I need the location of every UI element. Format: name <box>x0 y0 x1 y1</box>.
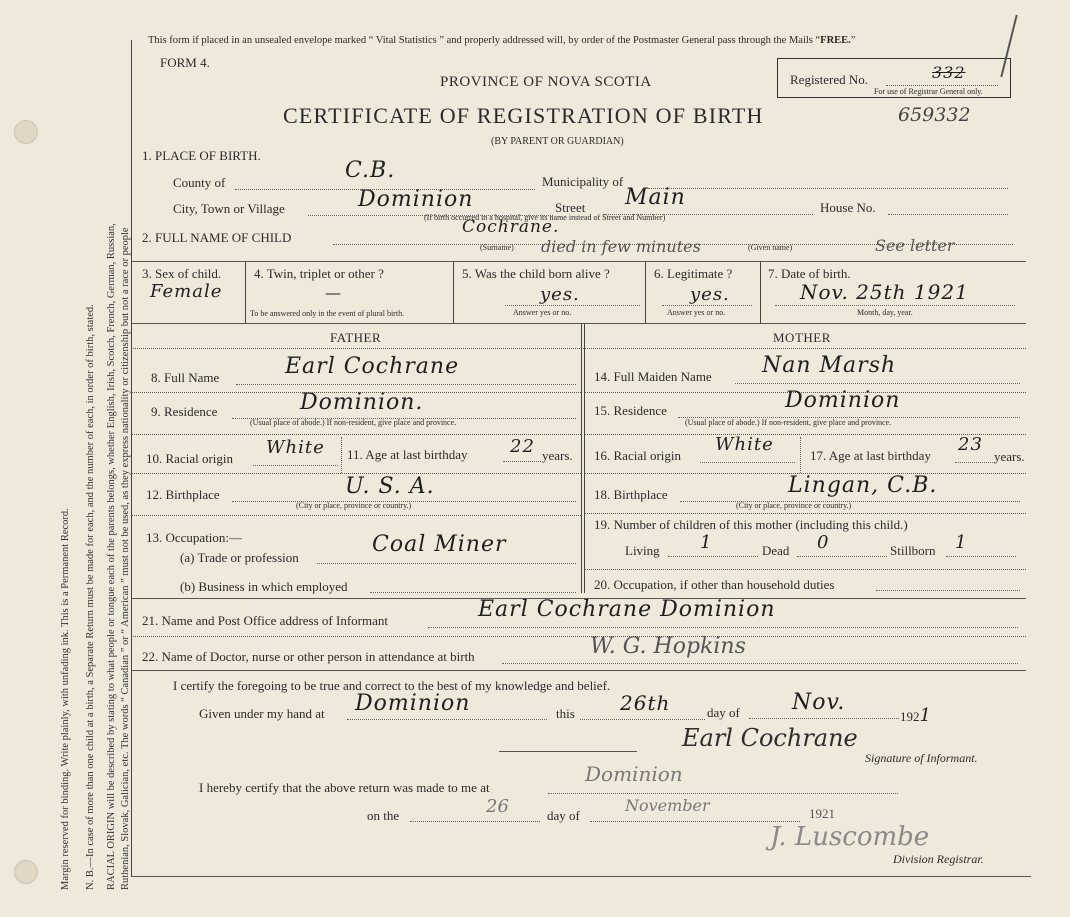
certificate-subtitle: (BY PARENT OR GUARDIAN) <box>491 136 624 147</box>
father-trade-value: Coal Miner <box>372 532 507 557</box>
county-value: C.B. <box>345 158 396 183</box>
father-occupation-label: 13. Occupation:— <box>146 530 243 545</box>
informant-signature: Earl Cochrane <box>682 724 858 752</box>
father-racial-origin-label: 10. Racial origin <box>146 451 234 466</box>
dead-label: Dead <box>762 543 790 558</box>
mother-age-years: years. <box>994 449 1025 464</box>
mother-name-label: 14. Full Maiden Name <box>594 369 712 384</box>
father-birthplace-value: U. S. A. <box>345 474 435 499</box>
born-alive-label: 5. Was the child born alive ? <box>462 266 610 281</box>
certificate-title: CERTIFICATE OF REGISTRATION OF BIRTH <box>283 103 764 128</box>
mother-birthplace-value: Lingan, C.B. <box>788 473 938 498</box>
mother-age-label: 17. Age at last birthday <box>810 448 931 463</box>
twin-label: 4. Twin, triplet or other ? <box>254 266 384 281</box>
place-of-birth-label: 1. PLACE OF BIRTH. <box>142 148 261 163</box>
given-under-hand-label: Given under my hand at <box>199 706 325 721</box>
stillborn-value: 1 <box>955 532 968 553</box>
mother-residence-caption: (Usual place of abode.) If non-resident, give place and province. <box>685 418 892 427</box>
binding-hole-top <box>14 120 38 144</box>
father-residence-label: 9. Residence <box>151 404 218 419</box>
legitimate-label: 6. Legitimate ? <box>654 266 733 281</box>
twin-value: — <box>325 283 342 302</box>
city-value: Dominion <box>358 187 474 212</box>
municipality-label: Municipality of <box>542 174 624 189</box>
city-label: City, Town or Village <box>173 201 285 216</box>
registered-box <box>777 58 1011 98</box>
father-birthplace-caption: (City or place, province or country.) <box>296 501 412 510</box>
street-value: Main <box>625 185 686 210</box>
father-racial-origin-value: White <box>266 437 325 458</box>
stillborn-label: Stillborn <box>890 543 936 558</box>
mother-name-value: Nan Marsh <box>762 353 897 378</box>
registered-label: Registered No. <box>790 72 868 87</box>
street-label: Street <box>555 200 586 215</box>
mother-racial-origin-value: White <box>715 434 774 455</box>
registrar-month-value: November <box>625 796 710 815</box>
given-year: 1921 <box>900 705 932 726</box>
born-alive-caption: Answer yes or no. <box>513 308 572 317</box>
given-place-value: Dominion <box>355 691 471 716</box>
father-name-label: 8. Full Name <box>151 370 220 385</box>
this-label: this <box>556 706 575 721</box>
certify-statement: I certify the foregoing to be true and correct to the best of my knowledge and belief. <box>173 678 611 693</box>
registrar-signature-caption: Division Registrar. <box>893 852 984 866</box>
mother-age-value: 23 <box>958 434 983 455</box>
day-of-label: day of <box>707 705 740 720</box>
registrar-day-value: 26 <box>486 796 509 817</box>
left-frame-line <box>131 40 132 876</box>
mother-heading: MOTHER <box>773 330 831 345</box>
father-age-label: 11. Age at last birthday <box>347 447 468 462</box>
registration-number-handwritten: 659332 <box>898 104 971 126</box>
date-of-birth-label: 7. Date of birth. <box>768 266 851 281</box>
father-name-value: Earl Cochrane <box>285 354 460 379</box>
registrar-statement: I hereby certify that the above return was made to me at <box>199 780 490 795</box>
child-name-label: 2. FULL NAME OF CHILD <box>142 230 292 245</box>
father-birthplace-label: 12. Birthplace <box>146 487 220 502</box>
legitimate-value: yes. <box>690 284 730 305</box>
sex-value: Female <box>150 281 223 302</box>
mother-children-label: 19. Number of children of this mother (including this child.) <box>594 517 908 532</box>
bottom-frame-line <box>131 876 1031 877</box>
father-trade-label: (a) Trade or profession <box>180 550 299 565</box>
mother-residence-label: 15. Residence <box>594 403 667 418</box>
informant-signature-caption: Signature of Informant. <box>865 751 978 765</box>
mother-birthplace-label: 18. Birthplace <box>594 487 668 502</box>
margin-multiple-birth-note: N. B.—In case of more than one child at a birth, a Separate Return must be made for each, and the number of each, in order of birth, stated. <box>85 304 96 890</box>
mother-residence-value: Dominion <box>785 388 901 413</box>
child-name-note: died in few minutes <box>541 237 701 256</box>
mail-notice: This form if placed in an unsealed envelope marked “ Vital Statistics ” and properly addressed will, by order of the Postmaster General pass through the Mails “FREE.” <box>148 35 856 46</box>
father-residence-caption: (Usual place of abode.) If non-resident, give place and province. <box>250 418 457 427</box>
doctor-value: W. G. Hopkins <box>590 634 746 659</box>
house-number-label: House No. <box>820 200 876 215</box>
mother-occupation-label: 20. Occupation, if other than household duties <box>594 577 835 592</box>
registrar-day-of-label: day of <box>547 808 580 823</box>
living-label: Living <box>625 543 660 558</box>
registrar-signature: J. Luscombe <box>770 822 930 852</box>
child-surname-value: Cochrane. <box>462 217 560 237</box>
given-month-value: Nov. <box>792 690 846 715</box>
twin-note: To be answered only in the event of plural birth. <box>250 309 405 318</box>
father-age-value: 22 <box>510 436 535 457</box>
living-value: 1 <box>700 532 713 553</box>
margin-racial-origin-note-2: Ruthenian, Slovak, Galician, etc. The words “ Canadian ” or “ American ” must not be used, as they express nationality or citizenship but not a race or people <box>120 227 131 890</box>
surname-caption: (Surname) <box>480 243 514 252</box>
legitimate-caption: Answer yes or no. <box>667 308 726 317</box>
margin-racial-origin-note: RACIAL ORIGIN will be described by stating to what people or tongue each of the parents belongs, whether English, Irish, Scotch, French, German, Russian, <box>106 223 117 890</box>
date-of-birth-value: Nov. 25th 1921 <box>800 280 969 304</box>
margin-binding-note: Margin reserved for binding. Write plainly, with unfading ink. This is a Permanent Record. <box>60 508 71 890</box>
county-label: County of <box>173 175 226 190</box>
born-alive-value: yes. <box>540 284 580 305</box>
registered-value: 332 <box>932 63 966 82</box>
on-the-label: on the <box>367 808 400 823</box>
form-number: FORM 4. <box>160 55 210 70</box>
given-day-value: 26th <box>620 691 671 715</box>
informant-label: 21. Name and Post Office address of Informant <box>142 613 388 628</box>
given-name-caption: (Given name) <box>748 243 793 252</box>
informant-value: Earl Cochrane Dominion <box>478 597 776 622</box>
father-heading: FATHER <box>330 330 382 345</box>
father-business-label: (b) Business in which employed <box>180 579 348 594</box>
province-heading: PROVINCE OF NOVA SCOTIA <box>440 74 652 90</box>
mother-racial-origin-label: 16. Racial origin <box>594 448 682 463</box>
registrar-year: 1921 <box>809 806 835 821</box>
date-of-birth-caption: Month, day, year. <box>857 308 913 317</box>
hospital-note: (If birth occurred in a hospital, give its name instead of Street and Number) <box>424 213 666 222</box>
father-residence-value: Dominion. <box>300 390 424 415</box>
sex-label: 3. Sex of child. <box>142 266 222 281</box>
registered-note: For use of Registrar General only. <box>874 87 983 96</box>
doctor-label: 22. Name of Doctor, nurse or other person in attendance at birth <box>142 649 475 664</box>
dead-value: 0 <box>817 532 830 553</box>
binding-hole-bottom <box>14 860 38 884</box>
registrar-place-value: Dominion <box>585 762 683 786</box>
father-age-years: years. <box>542 448 573 463</box>
see-letter-note: See letter <box>875 236 955 255</box>
mother-birthplace-caption: (City or place, province or country.) <box>736 501 852 510</box>
